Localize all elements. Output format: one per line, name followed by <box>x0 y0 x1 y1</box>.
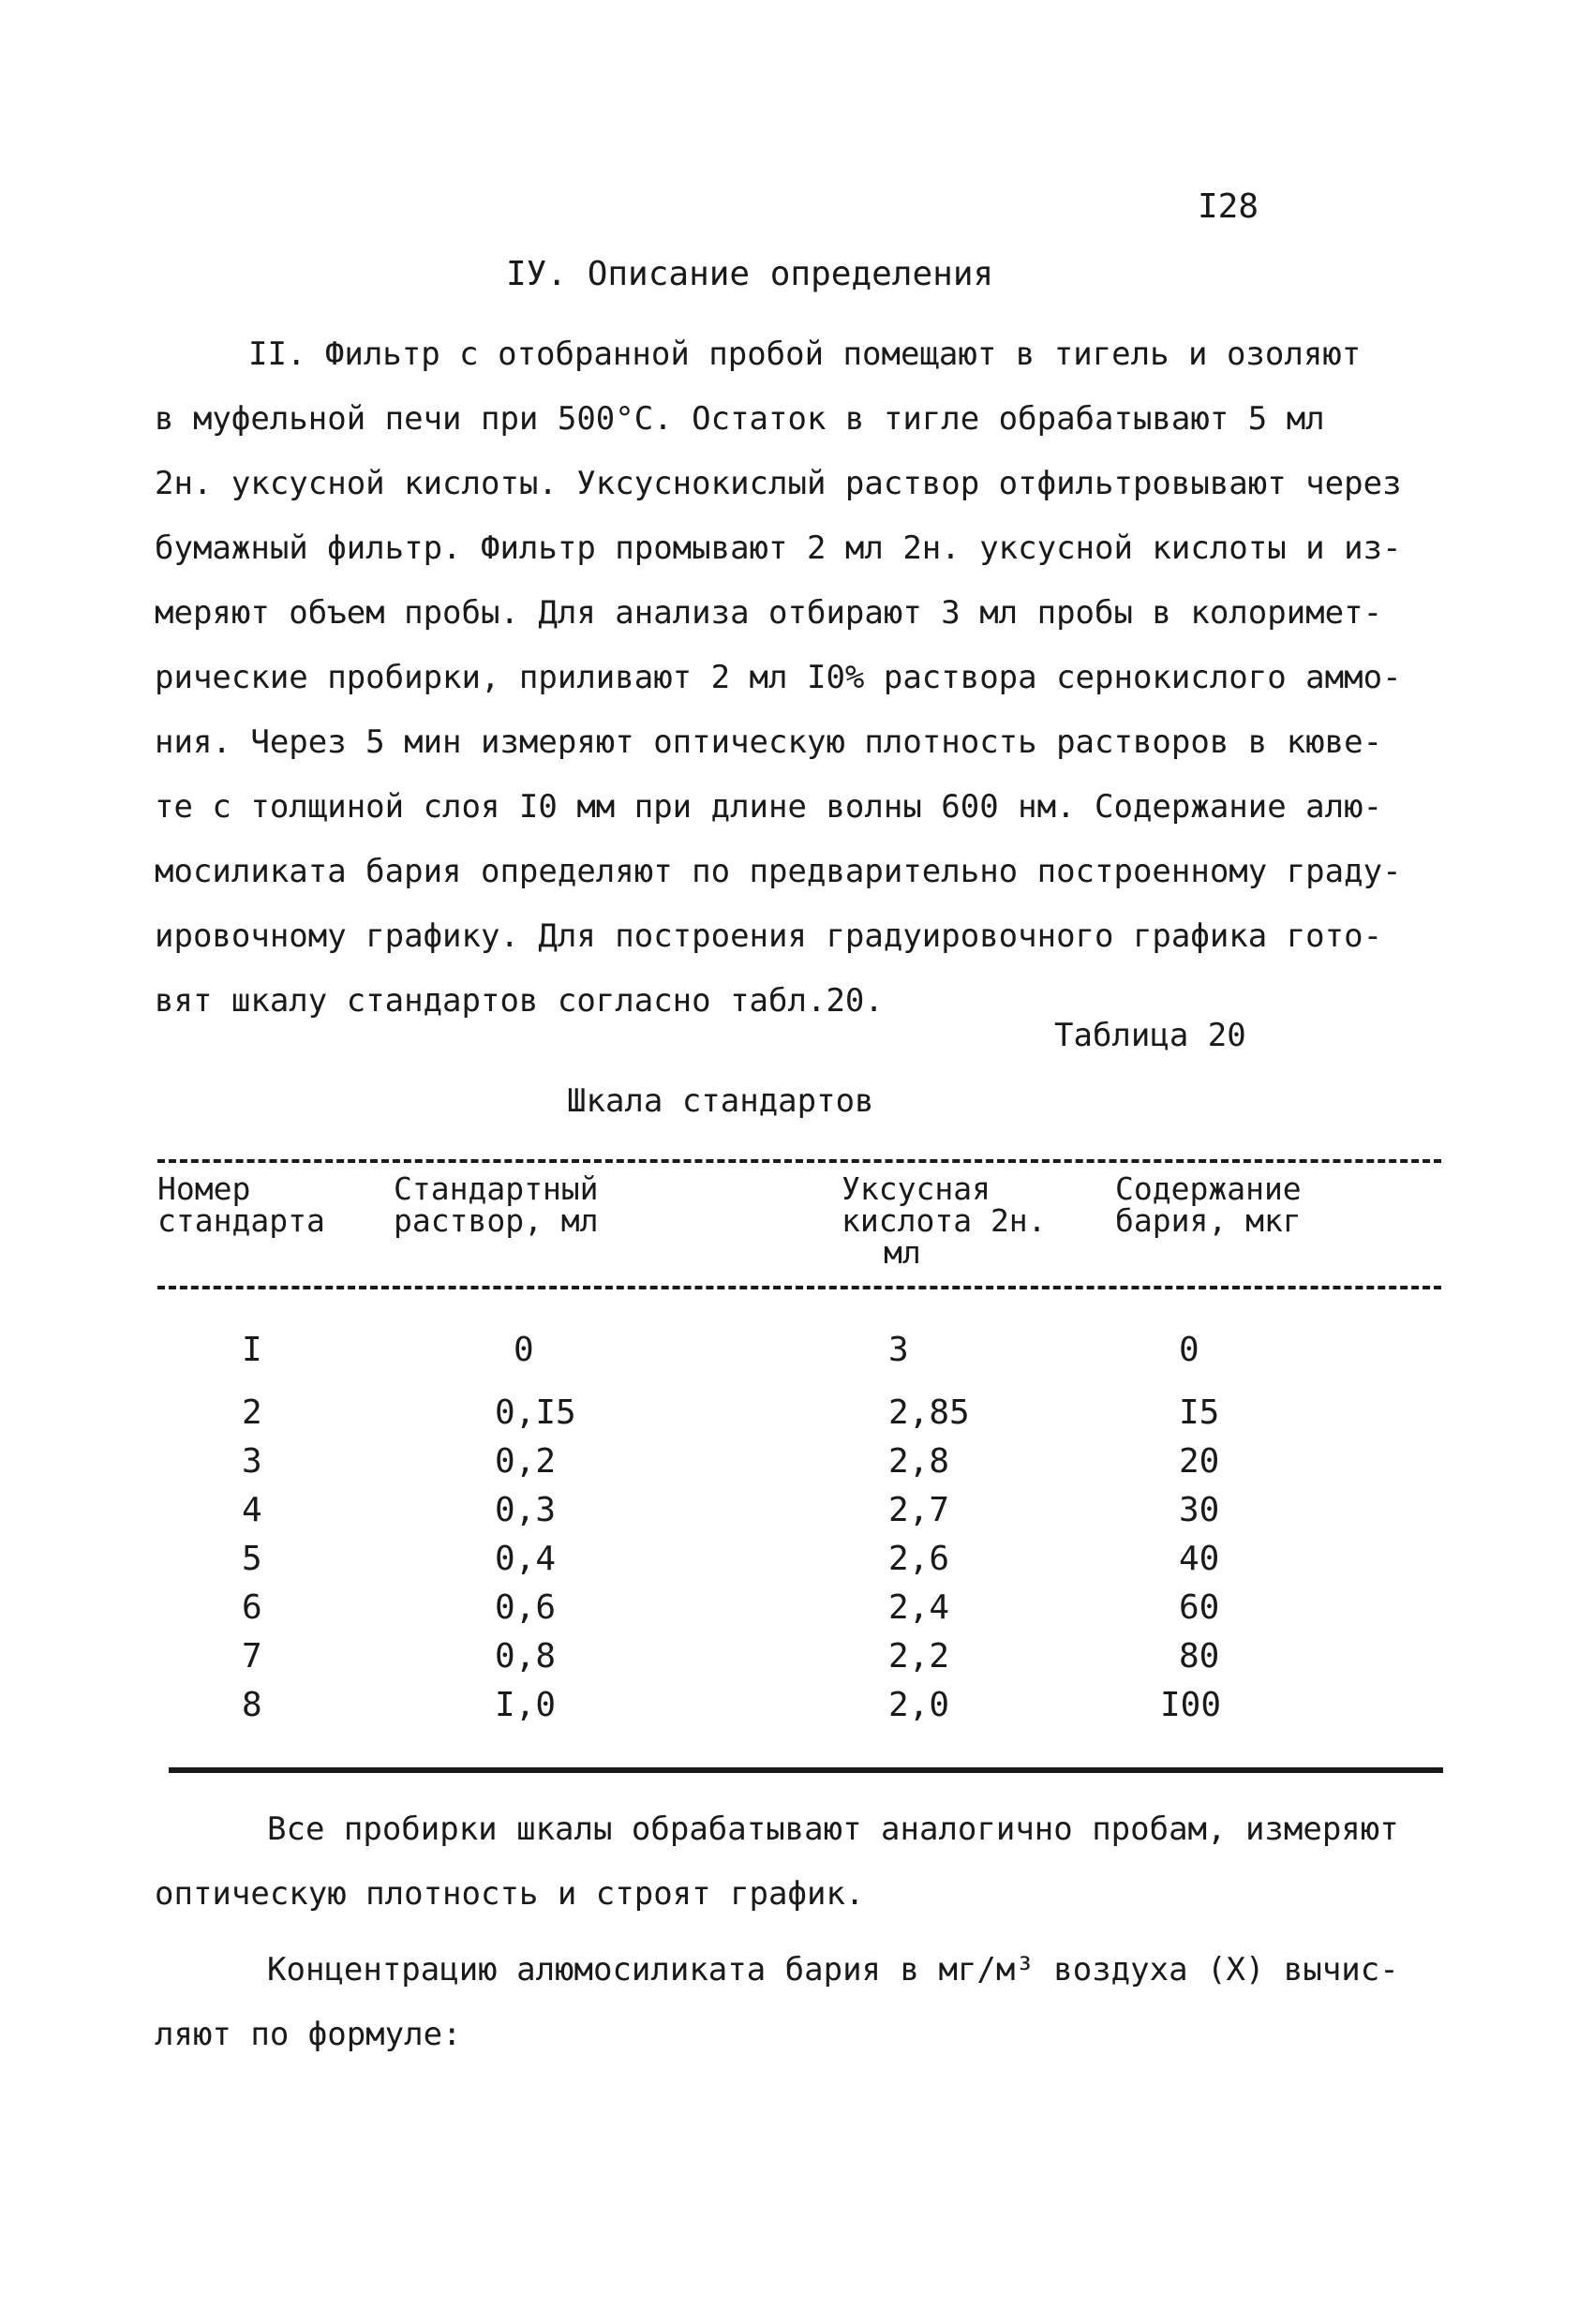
table-cell: 2,7 <box>888 1491 950 1529</box>
paragraph-line: в муфельной печи при 500°С. Остаток в тигле обрабатывают 5 мл <box>155 400 1325 438</box>
table-cell: 5 <box>242 1540 262 1578</box>
table-cell: 2,85 <box>888 1393 970 1432</box>
paragraph-line: меряют объем пробы. Для анализа отбирают 3 мл пробы в колоримет- <box>155 594 1383 632</box>
table-cell: I00 <box>1160 1686 1222 1724</box>
table-cell: 7 <box>242 1637 262 1676</box>
paragraph-line: те с толщиной слоя I0 мм при длине волны 600 нм. Содержание алю- <box>155 788 1383 826</box>
table-cell: I,0 <box>495 1686 557 1724</box>
table-cell: 20 <box>1179 1442 1220 1481</box>
table-cell: 8 <box>242 1686 262 1724</box>
header-acetic-acid <box>842 1170 1047 1271</box>
table-cell: 80 <box>1179 1637 1220 1676</box>
header-line: мл <box>884 1234 921 1271</box>
header-line: кислота 2н. <box>842 1202 1047 1239</box>
table-cell: 0,2 <box>495 1442 557 1481</box>
paragraph-line: ляют по формуле: <box>155 2016 462 2053</box>
header-line: Уксусная <box>842 1170 991 1207</box>
paragraph-formula-intro <box>155 1938 1448 2067</box>
paragraph-line: Все пробирки шкалы обрабатывают аналогично пробам, измеряют <box>267 1810 1399 1848</box>
table-cell: 0,I5 <box>495 1393 576 1432</box>
header-line: раствор, мл <box>394 1202 599 1239</box>
section-title: IУ. Описание определения <box>506 255 994 293</box>
paragraph-line: ировочному графику. Для построения градуировочного графика гото- <box>155 917 1383 955</box>
table-cell: 2,6 <box>888 1540 950 1578</box>
table-cell: I <box>242 1331 262 1369</box>
table-cell: 3 <box>888 1331 909 1369</box>
header-line: стандарта <box>157 1202 325 1239</box>
table-cell: 0 <box>1179 1331 1199 1369</box>
table-cell: 2,2 <box>888 1637 950 1676</box>
table-top-rule <box>157 1159 1441 1163</box>
paragraph-line: ния. Через 5 мин измеряют оптическую плотность растворов в кюве- <box>155 723 1383 761</box>
paragraph-line: мосиликата бария определяют по предварительно построенному граду- <box>155 853 1402 890</box>
table-cell: 0,6 <box>495 1588 557 1627</box>
table-cell: 3 <box>242 1442 262 1481</box>
table-cell: 60 <box>1179 1588 1220 1627</box>
page-number: I28 <box>1198 187 1259 226</box>
table-cell: 2 <box>242 1393 262 1432</box>
table-cell: 0,4 <box>495 1540 557 1578</box>
table-cell: 2,8 <box>888 1442 950 1481</box>
table-cell: 2,0 <box>888 1686 950 1724</box>
header-standard-solution <box>394 1170 599 1239</box>
table-bottom-rule <box>169 1767 1443 1773</box>
table-cell: 0,8 <box>495 1637 557 1676</box>
table-cell: 0 <box>514 1331 534 1369</box>
paragraph-line: 2н. уксусной кислоты. Уксуснокислый раствор отфильтровывают через <box>155 465 1402 502</box>
header-line: Номер <box>157 1170 251 1207</box>
table-caption: Шкала стандартов <box>567 1082 874 1120</box>
table-cell: 40 <box>1179 1540 1220 1578</box>
paragraph-line: II. Фильтр с отобранной пробой помещают в тигель и озоляют <box>248 335 1362 373</box>
paragraph-line: Концентрацию алюмосиликата бария в мг/м³ воздуха (Х) вычис- <box>267 1951 1399 1989</box>
paragraph-line: вят шкалу стандартов согласно табл.20. <box>155 982 884 1020</box>
table-cell: I5 <box>1179 1393 1220 1432</box>
header-barium-content <box>1115 1170 1302 1239</box>
paragraph-line: бумажный фильтр. Фильтр промывают 2 мл 2н. уксусной кислоты и из- <box>155 529 1402 567</box>
table-cell: 2,4 <box>888 1588 950 1627</box>
header-line: Стандартный <box>394 1170 599 1207</box>
header-line: бария, мкг <box>1115 1202 1302 1239</box>
table-cell: 30 <box>1179 1491 1220 1529</box>
header-standard-number <box>157 1170 325 1239</box>
paragraph-processing <box>155 1797 1448 1927</box>
paragraph-description <box>155 322 1448 1034</box>
table-header-rule <box>157 1286 1441 1289</box>
paragraph-line: рические пробирки, приливают 2 мл I0% раствора сернокислого аммо- <box>155 659 1402 696</box>
table-cell: 6 <box>242 1588 262 1627</box>
paragraph-line: оптическую плотность и строят график. <box>155 1875 865 1913</box>
header-line: Содержание <box>1115 1170 1302 1207</box>
table-cell: 0,3 <box>495 1491 557 1529</box>
table-label: Таблица 20 <box>1054 1017 1246 1054</box>
table-cell: 4 <box>242 1491 262 1529</box>
